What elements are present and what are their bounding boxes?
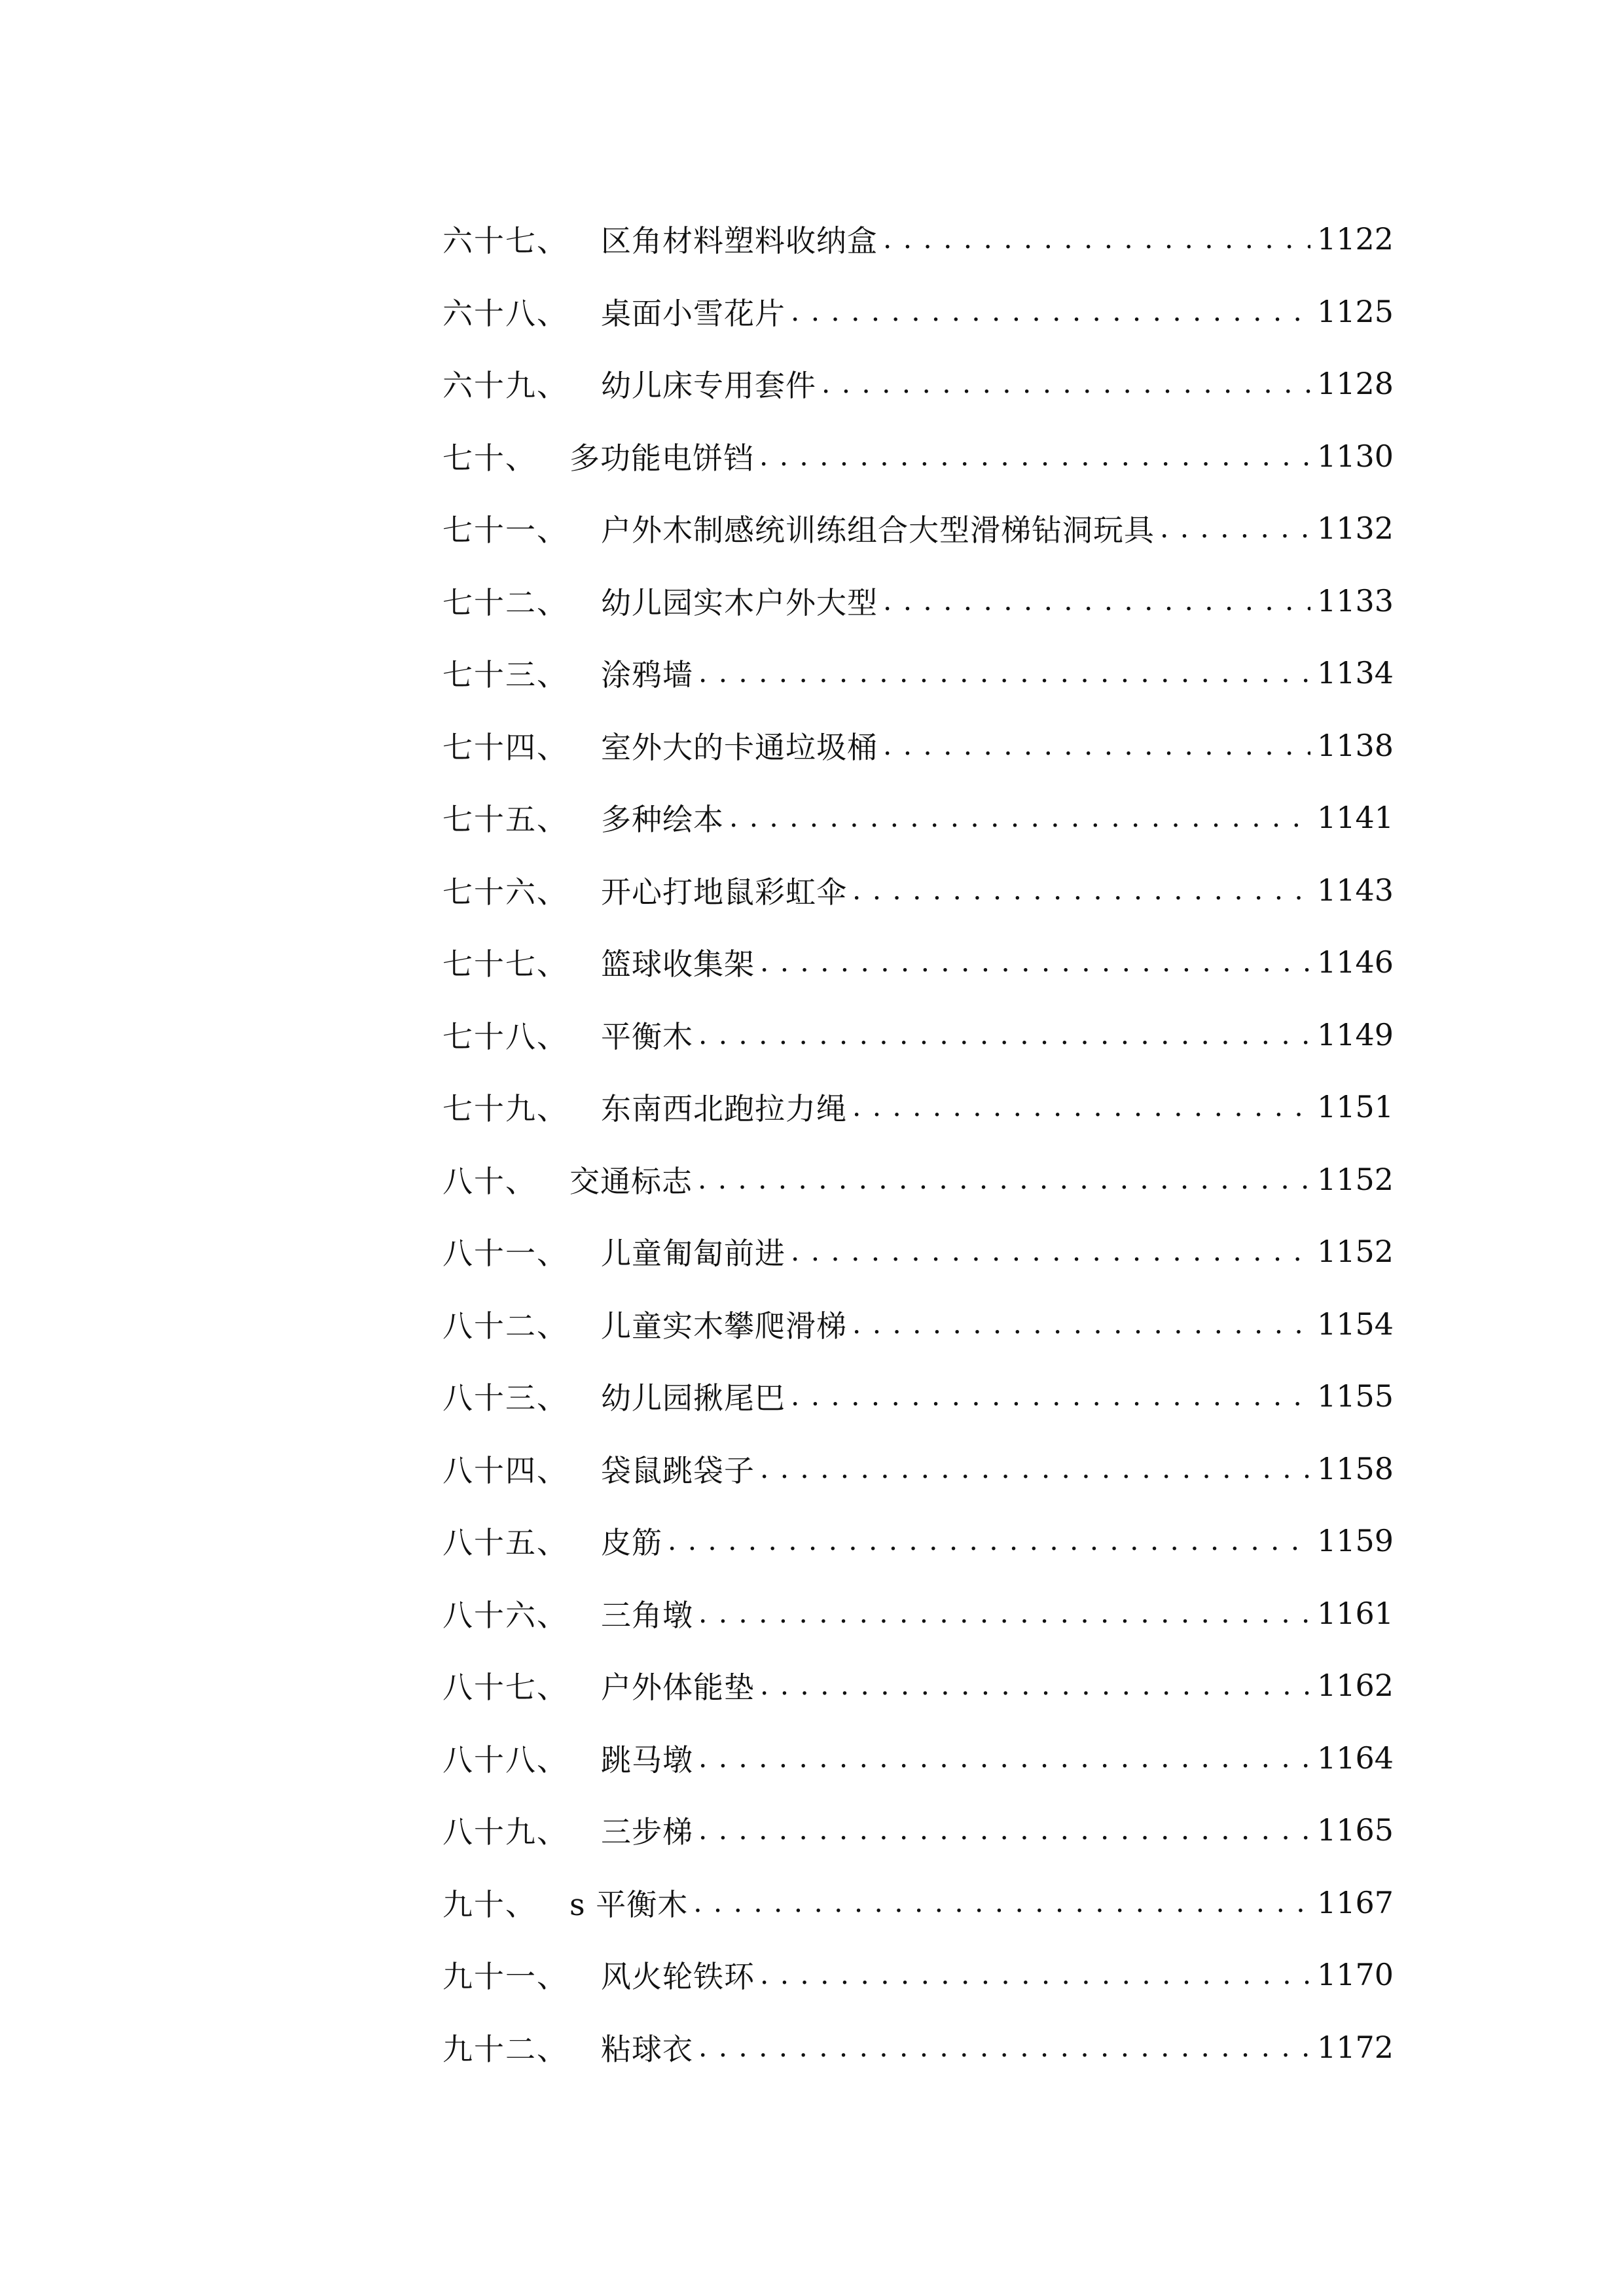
toc-entry-page: 1152 <box>1317 1161 1394 1197</box>
dot-leader <box>791 1236 1310 1266</box>
toc-entry-page: 1162 <box>1317 1668 1394 1704</box>
toc-entry[interactable] <box>442 1794 1394 1867</box>
toc-entry-title: 平衡木 <box>601 1018 693 1054</box>
toc-entry[interactable] <box>442 565 1394 637</box>
toc-entry-number: 八十六、 <box>442 1597 568 1633</box>
toc-entry-page: 1155 <box>1317 1378 1394 1414</box>
toc-entry[interactable] <box>442 1939 1394 2011</box>
toc-entry-number: 九十二、 <box>442 2031 568 2067</box>
toc-entry-title: 三步梯 <box>601 1814 693 1850</box>
dot-leader <box>698 1598 1310 1628</box>
toc-entry-title: 儿童匍匐前进 <box>601 1236 785 1272</box>
toc-entry-title: 幼儿园实木户外大型 <box>601 584 878 620</box>
toc-entry-title: 东南西北跑拉力绳 <box>601 1091 847 1127</box>
dot-leader <box>791 296 1310 327</box>
toc-entry-number: 七十五、 <box>442 802 568 838</box>
dot-leader <box>698 1020 1310 1050</box>
toc-entry-number: 八十一、 <box>442 1236 568 1272</box>
dot-leader <box>760 1670 1310 1700</box>
toc-entry-title: 袋鼠跳袋子 <box>601 1452 755 1488</box>
toc-entry-page: 1132 <box>1317 511 1394 547</box>
toc-entry[interactable] <box>442 926 1394 999</box>
toc-entry[interactable] <box>442 1722 1394 1795</box>
toc-entry[interactable] <box>442 348 1394 420</box>
toc-entry-title: 幼儿园揪尾巴 <box>601 1380 785 1416</box>
toc-entry-title: 区角材料塑料收纳盒 <box>601 223 878 259</box>
toc-entry-page: 1133 <box>1317 583 1394 619</box>
dot-leader <box>760 1454 1310 1484</box>
toc-entry-number: 七十六、 <box>442 874 568 910</box>
toc-entry-title: 风火轮铁环 <box>601 1959 755 1995</box>
toc-entry-title: 儿童实木攀爬滑梯 <box>601 1308 847 1344</box>
toc-entry[interactable] <box>442 1071 1394 1143</box>
dot-leader <box>760 947 1310 977</box>
toc-entry-title: 跳马墩 <box>601 1742 693 1778</box>
toc-entry-title: 三角墩 <box>601 1597 693 1633</box>
toc-entry-number: 九十一、 <box>442 1959 568 1995</box>
dot-leader <box>668 1526 1310 1556</box>
toc-entry-number: 八十八、 <box>442 1742 568 1778</box>
toc-entry-page: 1152 <box>1317 1234 1394 1270</box>
toc-entry[interactable] <box>442 420 1394 493</box>
toc-entry-title: s 平衡木 <box>569 1886 689 1922</box>
toc-entry-page: 1158 <box>1317 1450 1394 1486</box>
toc-entry-title: 交通标志 <box>569 1163 693 1199</box>
toc-entry-page: 1134 <box>1317 655 1394 691</box>
dot-leader <box>852 1092 1310 1122</box>
toc-entry[interactable] <box>442 203 1394 276</box>
toc-entry[interactable] <box>442 709 1394 782</box>
toc-entry[interactable] <box>442 781 1394 854</box>
toc-entry-page: 1151 <box>1317 1089 1394 1125</box>
toc-entry-number: 七十四、 <box>442 729 568 765</box>
toc-entry[interactable] <box>442 1433 1394 1505</box>
toc-entry-number: 八十二、 <box>442 1308 568 1344</box>
toc-entry-number: 八十三、 <box>442 1380 568 1416</box>
dot-leader <box>698 1815 1310 1845</box>
dot-leader <box>883 730 1310 761</box>
dot-leader <box>729 802 1310 833</box>
toc-entry-page: 1159 <box>1317 1523 1394 1559</box>
toc-entry-page: 1146 <box>1317 944 1394 980</box>
toc-entry-number: 七十九、 <box>442 1091 568 1127</box>
toc-entry-title: 室外大的卡通垃圾桶 <box>601 729 878 765</box>
dot-leader <box>1160 513 1310 543</box>
toc-entry[interactable] <box>442 999 1394 1071</box>
dot-leader <box>760 1960 1310 1990</box>
toc-entry[interactable] <box>442 1577 1394 1650</box>
dot-leader <box>698 2032 1310 2062</box>
toc-entry[interactable] <box>442 1288 1394 1361</box>
dot-leader <box>698 1164 1310 1194</box>
toc-entry-number: 七十、 <box>442 440 537 476</box>
toc-entry-page: 1172 <box>1317 2029 1394 2065</box>
dot-leader <box>852 875 1310 905</box>
toc-entry-page: 1161 <box>1317 1595 1394 1631</box>
dot-leader <box>759 441 1310 471</box>
toc-entry-page: 1154 <box>1317 1306 1394 1342</box>
toc-entry[interactable] <box>442 637 1394 709</box>
toc-entry-number: 六十九、 <box>442 368 568 404</box>
dot-leader <box>698 658 1310 688</box>
dot-leader <box>883 586 1310 616</box>
toc-entry-page: 1128 <box>1317 366 1394 402</box>
toc-entry-number: 七十一、 <box>442 512 568 548</box>
toc-entry[interactable] <box>442 492 1394 565</box>
toc-entry[interactable] <box>442 1143 1394 1216</box>
toc-entry-page: 1165 <box>1317 1812 1394 1848</box>
toc-entry[interactable] <box>442 1215 1394 1288</box>
toc-entry[interactable] <box>442 1505 1394 1577</box>
toc-entry-title: 幼儿床专用套件 <box>601 368 816 404</box>
toc-entry-page: 1130 <box>1317 438 1394 474</box>
toc-entry-page: 1125 <box>1317 293 1394 329</box>
toc-entry[interactable] <box>442 276 1394 348</box>
dot-leader <box>791 1381 1310 1411</box>
toc-entry-title: 粘球衣 <box>601 2031 693 2067</box>
dot-leader <box>883 224 1310 254</box>
toc-entry[interactable] <box>442 854 1394 927</box>
toc-entry-title: 多功能电饼铛 <box>569 440 754 476</box>
toc-entry-number: 九十、 <box>442 1886 537 1922</box>
toc-entry-title: 户外体能垫 <box>601 1670 755 1706</box>
toc-entry-title: 桌面小雪花片 <box>601 295 785 331</box>
toc-entry-page: 1122 <box>1317 221 1394 257</box>
toc-entry-number: 六十七、 <box>442 223 568 259</box>
toc-entry-page: 1164 <box>1317 1740 1394 1776</box>
dot-leader <box>852 1309 1310 1339</box>
toc-entry-number: 七十八、 <box>442 1018 568 1054</box>
toc-entry-page: 1149 <box>1317 1016 1394 1052</box>
toc-entry[interactable] <box>442 2011 1394 2084</box>
toc-entry-number: 八十四、 <box>442 1452 568 1488</box>
dot-leader <box>821 368 1310 399</box>
toc-entry-page: 1170 <box>1317 1957 1394 1993</box>
toc-entry-title: 户外木制感统训练组合大型滑梯钻洞玩具 <box>601 512 1155 548</box>
toc-entry-page: 1141 <box>1317 800 1394 836</box>
toc-entry-number: 七十七、 <box>442 946 568 982</box>
dot-leader <box>698 1743 1310 1773</box>
toc-entry-page: 1138 <box>1317 727 1394 763</box>
toc-entry-title: 涂鸦墙 <box>601 657 693 693</box>
toc-entry-title: 篮球收集架 <box>601 946 755 982</box>
toc-entry-page: 1167 <box>1317 1884 1394 1920</box>
toc-entry[interactable] <box>442 1360 1394 1433</box>
toc-entry-title: 多种绘本 <box>601 802 724 838</box>
toc-entry-number: 八十九、 <box>442 1814 568 1850</box>
toc-entry-number: 八十七、 <box>442 1670 568 1706</box>
toc-entry-number: 六十八、 <box>442 295 568 331</box>
toc-entry-title: 开心打地鼠彩虹伞 <box>601 874 847 910</box>
toc-entry-number: 八十、 <box>442 1163 537 1199</box>
table-of-contents <box>442 203 1394 2083</box>
toc-entry-number: 七十三、 <box>442 657 568 693</box>
toc-entry-title: 皮筋 <box>601 1525 662 1561</box>
toc-entry-number: 七十二、 <box>442 584 568 620</box>
toc-entry-number: 八十五、 <box>442 1525 568 1561</box>
toc-entry-page: 1143 <box>1317 872 1394 908</box>
toc-entry[interactable] <box>442 1649 1394 1722</box>
toc-entry[interactable] <box>442 1867 1394 1939</box>
dot-leader <box>693 1888 1310 1918</box>
